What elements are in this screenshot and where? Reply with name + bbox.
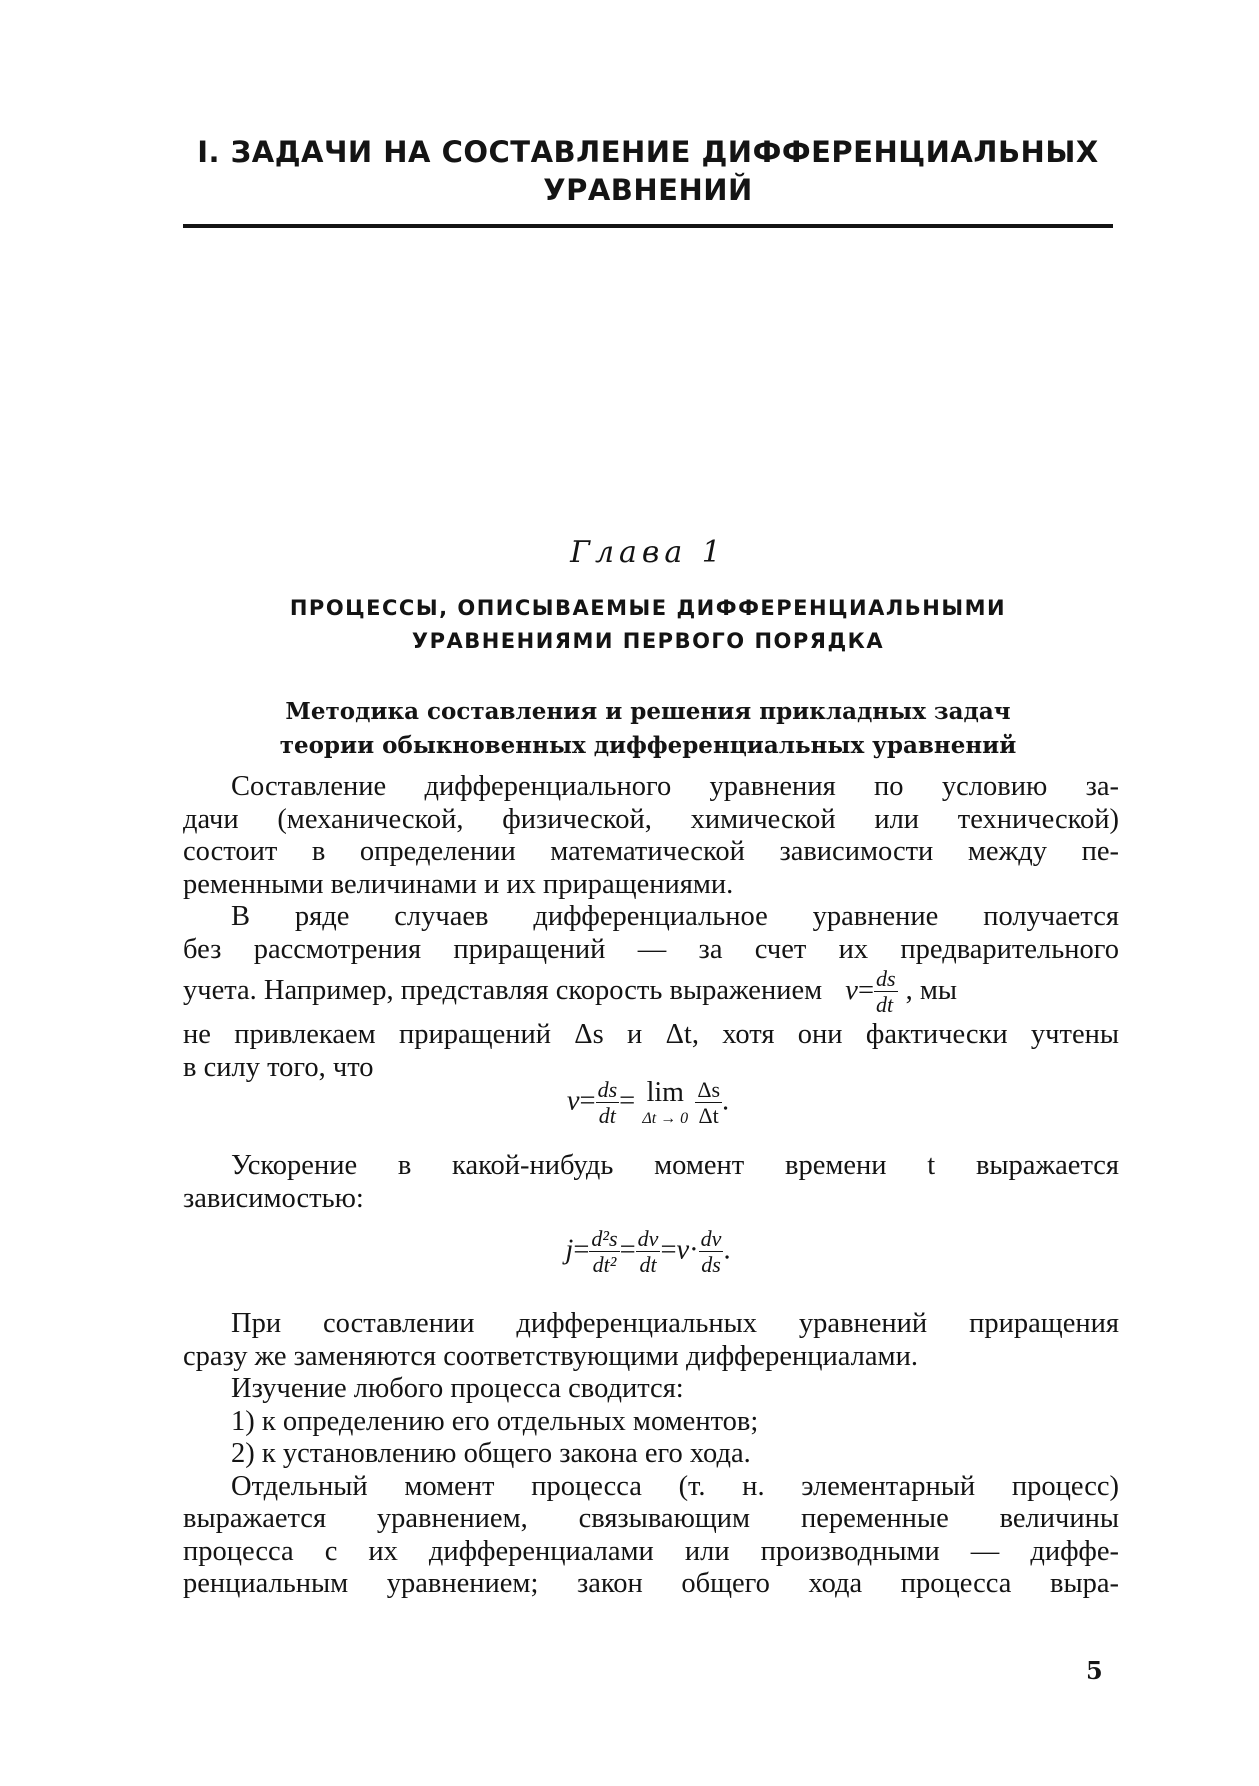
fraction-numerator: ds	[597, 1077, 618, 1102]
fraction-numerator: dv	[637, 1226, 659, 1251]
text-line: При составлении дифференциальных уравнений приращения	[231, 1308, 1119, 1339]
fraction-denominator: dt²	[589, 1251, 619, 1276]
chapter-title-line: ПРОЦЕССЫ, ОПИСЫВАЕМЫЕ ДИФФЕРЕНЦИАЛЬНЫМИ	[289, 596, 1007, 620]
list-item: 1) к определению его отдельных моментов;	[231, 1405, 759, 1437]
text-line: выражается уравнением, связывающим переменные величины	[183, 1503, 1119, 1534]
text-line-with-formula	[183, 966, 1119, 1016]
section-title	[183, 695, 1113, 763]
fraction-denominator: ds	[699, 1251, 724, 1276]
limit-symbol: lim	[646, 1077, 684, 1108]
text-line: Изучение любого процесса сводится:	[231, 1373, 684, 1404]
chapter-label: Глава 1	[570, 535, 726, 570]
fraction-ds-dt	[874, 968, 898, 1016]
list-item: 2) к установлению общего закона его хода.	[231, 1438, 751, 1469]
text-fragment: , мы	[905, 975, 958, 1006]
formula-j: j	[565, 1234, 574, 1266]
paragraph	[183, 1150, 1119, 1215]
fraction-numerator: d²s	[591, 1226, 618, 1251]
chapter-title	[183, 592, 1113, 658]
fraction-numerator: Δs	[697, 1077, 721, 1102]
fraction-dv-ds	[699, 1228, 724, 1276]
text-line: не привлекаем приращений Δs и Δt, хотя они фактически учтены	[183, 1019, 1119, 1050]
text-line: зависимостью:	[183, 1182, 364, 1214]
formula-equals: =	[619, 1085, 636, 1117]
fraction-denominator: dt	[636, 1251, 661, 1276]
section-title-line: Методика составления и решения прикладных задач	[285, 698, 1011, 725]
text-line: дачи (механической, физической, химической или технической)	[183, 803, 1119, 835]
text-fragment: учета. Например, представляя скорость выражением	[183, 975, 823, 1006]
fraction-dv-dt	[636, 1228, 661, 1276]
text-line: ременными величинами и их приращениями.	[183, 868, 734, 900]
page-number: 5	[1086, 1656, 1103, 1685]
formula-equals: =	[573, 1234, 590, 1266]
formula-period: .	[722, 1085, 730, 1117]
chapter-title-line: УРАВНЕНИЯМИ ПЕРВОГО ПОРЯДКА	[411, 629, 885, 653]
fraction-denominator: dt	[874, 991, 898, 1016]
fraction-ds-dt	[596, 1079, 620, 1127]
fraction-denominator: dt	[596, 1102, 620, 1127]
paragraph	[183, 1308, 1119, 1601]
fraction-numerator: dv	[700, 1226, 722, 1251]
fraction-denominator: Δt	[695, 1102, 722, 1127]
section-title-line: теории обыкновенных дифференциальных уравнений	[279, 732, 1017, 759]
paragraph	[183, 1019, 1119, 1084]
text-line: В ряде случаев дифференциальное уравнение получается	[231, 901, 1119, 932]
text-line: Отдельный момент процесса (т. н. элементарный процесс)	[231, 1470, 1119, 1502]
fraction-numerator: ds	[876, 966, 896, 992]
formula-equals: =	[857, 975, 875, 1006]
formula-dot: ·	[689, 1234, 699, 1266]
formula-acceleration	[183, 1228, 1113, 1276]
part-title	[183, 133, 1113, 209]
paragraph	[183, 901, 1119, 966]
text-line: Ускорение в какой-нибудь момент времени t выражается	[231, 1150, 1119, 1181]
limit	[642, 1079, 688, 1127]
text-line: без рассмотрения приращений — за счет их предварительного	[183, 933, 1119, 965]
text-line: ренциальным уравнением; закон общего хода процесса выра-	[183, 1568, 1119, 1599]
formula-velocity	[183, 1079, 1113, 1127]
text-line: состоит в определении математической зависимости между пе-	[183, 836, 1119, 867]
formula-v: v	[566, 1085, 580, 1117]
formula-v: v	[676, 1234, 690, 1266]
part-divider	[183, 224, 1113, 228]
text-line: в силу того, что	[183, 1051, 374, 1083]
fraction-d2s-dt2	[589, 1228, 619, 1276]
text-line: сразу же заменяются соответствующими дифференциалами.	[183, 1340, 918, 1372]
formula-equals: =	[660, 1234, 677, 1266]
part-title-line: I. ЗАДАЧИ НА СОСТАВЛЕНИЕ ДИФФЕРЕНЦИАЛЬНЫХ	[197, 135, 1099, 169]
formula-v: v	[845, 975, 858, 1006]
formula-period: .	[723, 1234, 731, 1266]
text-line: процесса с их дифференциалами или производными — диффе-	[183, 1535, 1119, 1567]
text-line: Составление дифференциального уравнения по условию за-	[231, 771, 1119, 802]
formula-equals: =	[619, 1234, 636, 1266]
paragraph	[183, 771, 1119, 901]
formula-equals: =	[579, 1085, 596, 1117]
limit-subscript: Δt → 0	[642, 1110, 689, 1127]
fraction-delta	[695, 1079, 722, 1127]
part-title-line: УРАВНЕНИЙ	[543, 173, 753, 207]
